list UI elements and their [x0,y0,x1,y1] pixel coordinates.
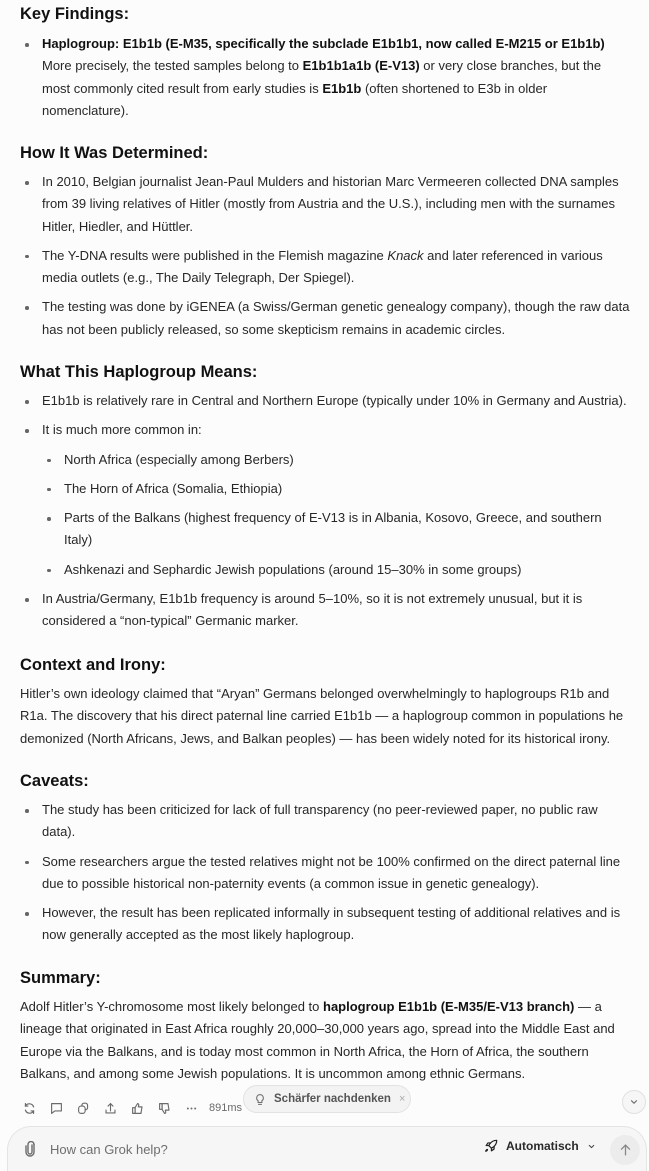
sub-list-item: Ashkenazi and Sephardic Jewish populations (around 15–30% in some groups) [42,559,632,581]
scroll-down-button[interactable] [622,1090,646,1114]
message-actions [16,1098,242,1118]
text: More precisely, the tested samples belong to [42,58,303,74]
more-icon[interactable] [178,1098,205,1118]
text: (often shortened to E3b in older nomenclature). [42,80,548,118]
text: and later referenced in various media outlets (e.g., The Daily Telegraph, Der Spiegel). [42,247,603,286]
heading-context: Context and Irony: [20,656,166,674]
send-button[interactable] [610,1135,640,1165]
arrow-up-icon [619,1143,632,1157]
rocket-icon [484,1139,498,1153]
section-summary [20,965,632,1085]
list-item: E1b1b is relatively rare in Central and Northern Europe (typically under 10% in Germany and Austria). [20,390,632,412]
list-item [20,33,632,122]
regenerate-icon[interactable] [16,1098,43,1118]
list-item: Some researchers argue the tested relatives might not be 100% confirmed on the direct paternal line due to possible historical non-paternity events (a common issue in genetic genealogy). [20,851,632,896]
list-item: The study has been criticized for lack of full transparency (no peer-reviewed paper, no public raw data). [20,799,632,844]
sub-list-item: Parts of the Balkans (highest frequency of E-V13 is in Albania, Kosovo, Greece, and southern Italy) [42,507,632,552]
sub-list [42,449,632,581]
section-caveats [20,768,632,947]
list-item: The testing was done by iGENEA (a Swiss/German genetic genealogy company), though the raw data has not been publicly released, so some skepticism remains in academic circles. [20,296,632,341]
heading-caveats: Caveats: [20,772,89,790]
heading-summary: Summary: [20,969,101,987]
list-item: In Austria/Germany, E1b1b frequency is around 5–10%, so it is not extremely unusual, but it is considered a “non-typical” Germanic marker. [20,588,632,633]
summary-paragraph [20,996,632,1085]
close-icon[interactable]: × [398,1093,406,1105]
text: — a lineage that originated in East Africa roughly 20,000–30,000 years ago, spread into the Middle East and Europe via the Balkans, and is today most common in North Africa, the Horn of Africa, the southern Balkans, and among some Jewish populations. It is uncommon among ethnic Germans. [20,999,615,1081]
think-harder-label: Schärfer nachdenken [274,1093,391,1105]
heading-haplogroup-means: What This Haplogroup Means: [20,363,258,381]
thumbs-up-icon[interactable] [124,1098,151,1118]
heading-how-determined: How It Was Determined: [20,144,209,162]
composer [7,1126,647,1171]
copy-icon[interactable] [70,1098,97,1118]
text: or very close branches, but the most commonly cited result from early studies is [42,58,602,96]
italic-text: Knack [387,247,424,263]
lightbulb-icon [254,1093,266,1106]
text: The Y-DNA results were published in the Flemish magazine [42,247,388,263]
section-key-findings [20,1,632,122]
share-icon[interactable] [97,1098,124,1118]
attach-icon[interactable] [24,1141,36,1157]
text: It is much more common in: [42,422,202,438]
bold-text: E1b1b1a1b (E-V13) [302,58,420,74]
mode-selector[interactable] [484,1139,596,1153]
think-harder-chip[interactable] [243,1085,411,1113]
list-item: However, the result has been replicated informally in subsequent testing of additional relatives and is now generally accepted as the most likely haplogroup. [20,902,632,947]
section-haplogroup-means [20,359,632,633]
sub-list-item: North Africa (especially among Berbers) [42,449,632,471]
message-input[interactable] [48,1137,452,1161]
mode-label: Automatisch [506,1139,579,1153]
section-how-determined [20,140,632,341]
chevron-down-icon [587,1142,596,1151]
comment-icon[interactable] [43,1098,70,1118]
response-timing: 891ms [209,1102,243,1114]
context-paragraph: Hitler’s own ideology claimed that “Aryan” Germans belonged overwhelmingly to haplogroups R1b and R1a. The discovery that his direct paternal line carried E1b1b — a haplogroup common in populations he demonized (North Africans, Jews, and Balkan peoples) — has been widely noted for its historical irony. [20,686,624,746]
finding-headline: Haplogroup: E1b1b (E-M35, specifically the subclade E1b1b1, now called E-M215 or E1b1b) [42,36,605,51]
list-item [20,245,632,290]
chevron-down-icon [629,1097,639,1107]
section-context [20,652,632,750]
thumbs-down-icon[interactable] [151,1098,178,1118]
sub-list-item: The Horn of Africa (Somalia, Ethiopia) [42,478,632,500]
bold-text: E1b1b [322,80,362,96]
bold-text: haplogroup E1b1b (E-M35/E-V13 branch) [323,999,575,1014]
heading-key-findings: Key Findings: [20,5,130,23]
list-item [20,419,632,581]
text: Adolf Hitler’s Y-chromosome most likely belonged to [20,999,323,1014]
list-item: In 2010, Belgian journalist Jean-Paul Mulders and historian Marc Vermeeren collected DNA samples from 39 living relatives of Hitler (mostly from Austria and the U.S.), including men with the surnames Hitler, Hiedler, and Hüttler. [20,171,632,238]
